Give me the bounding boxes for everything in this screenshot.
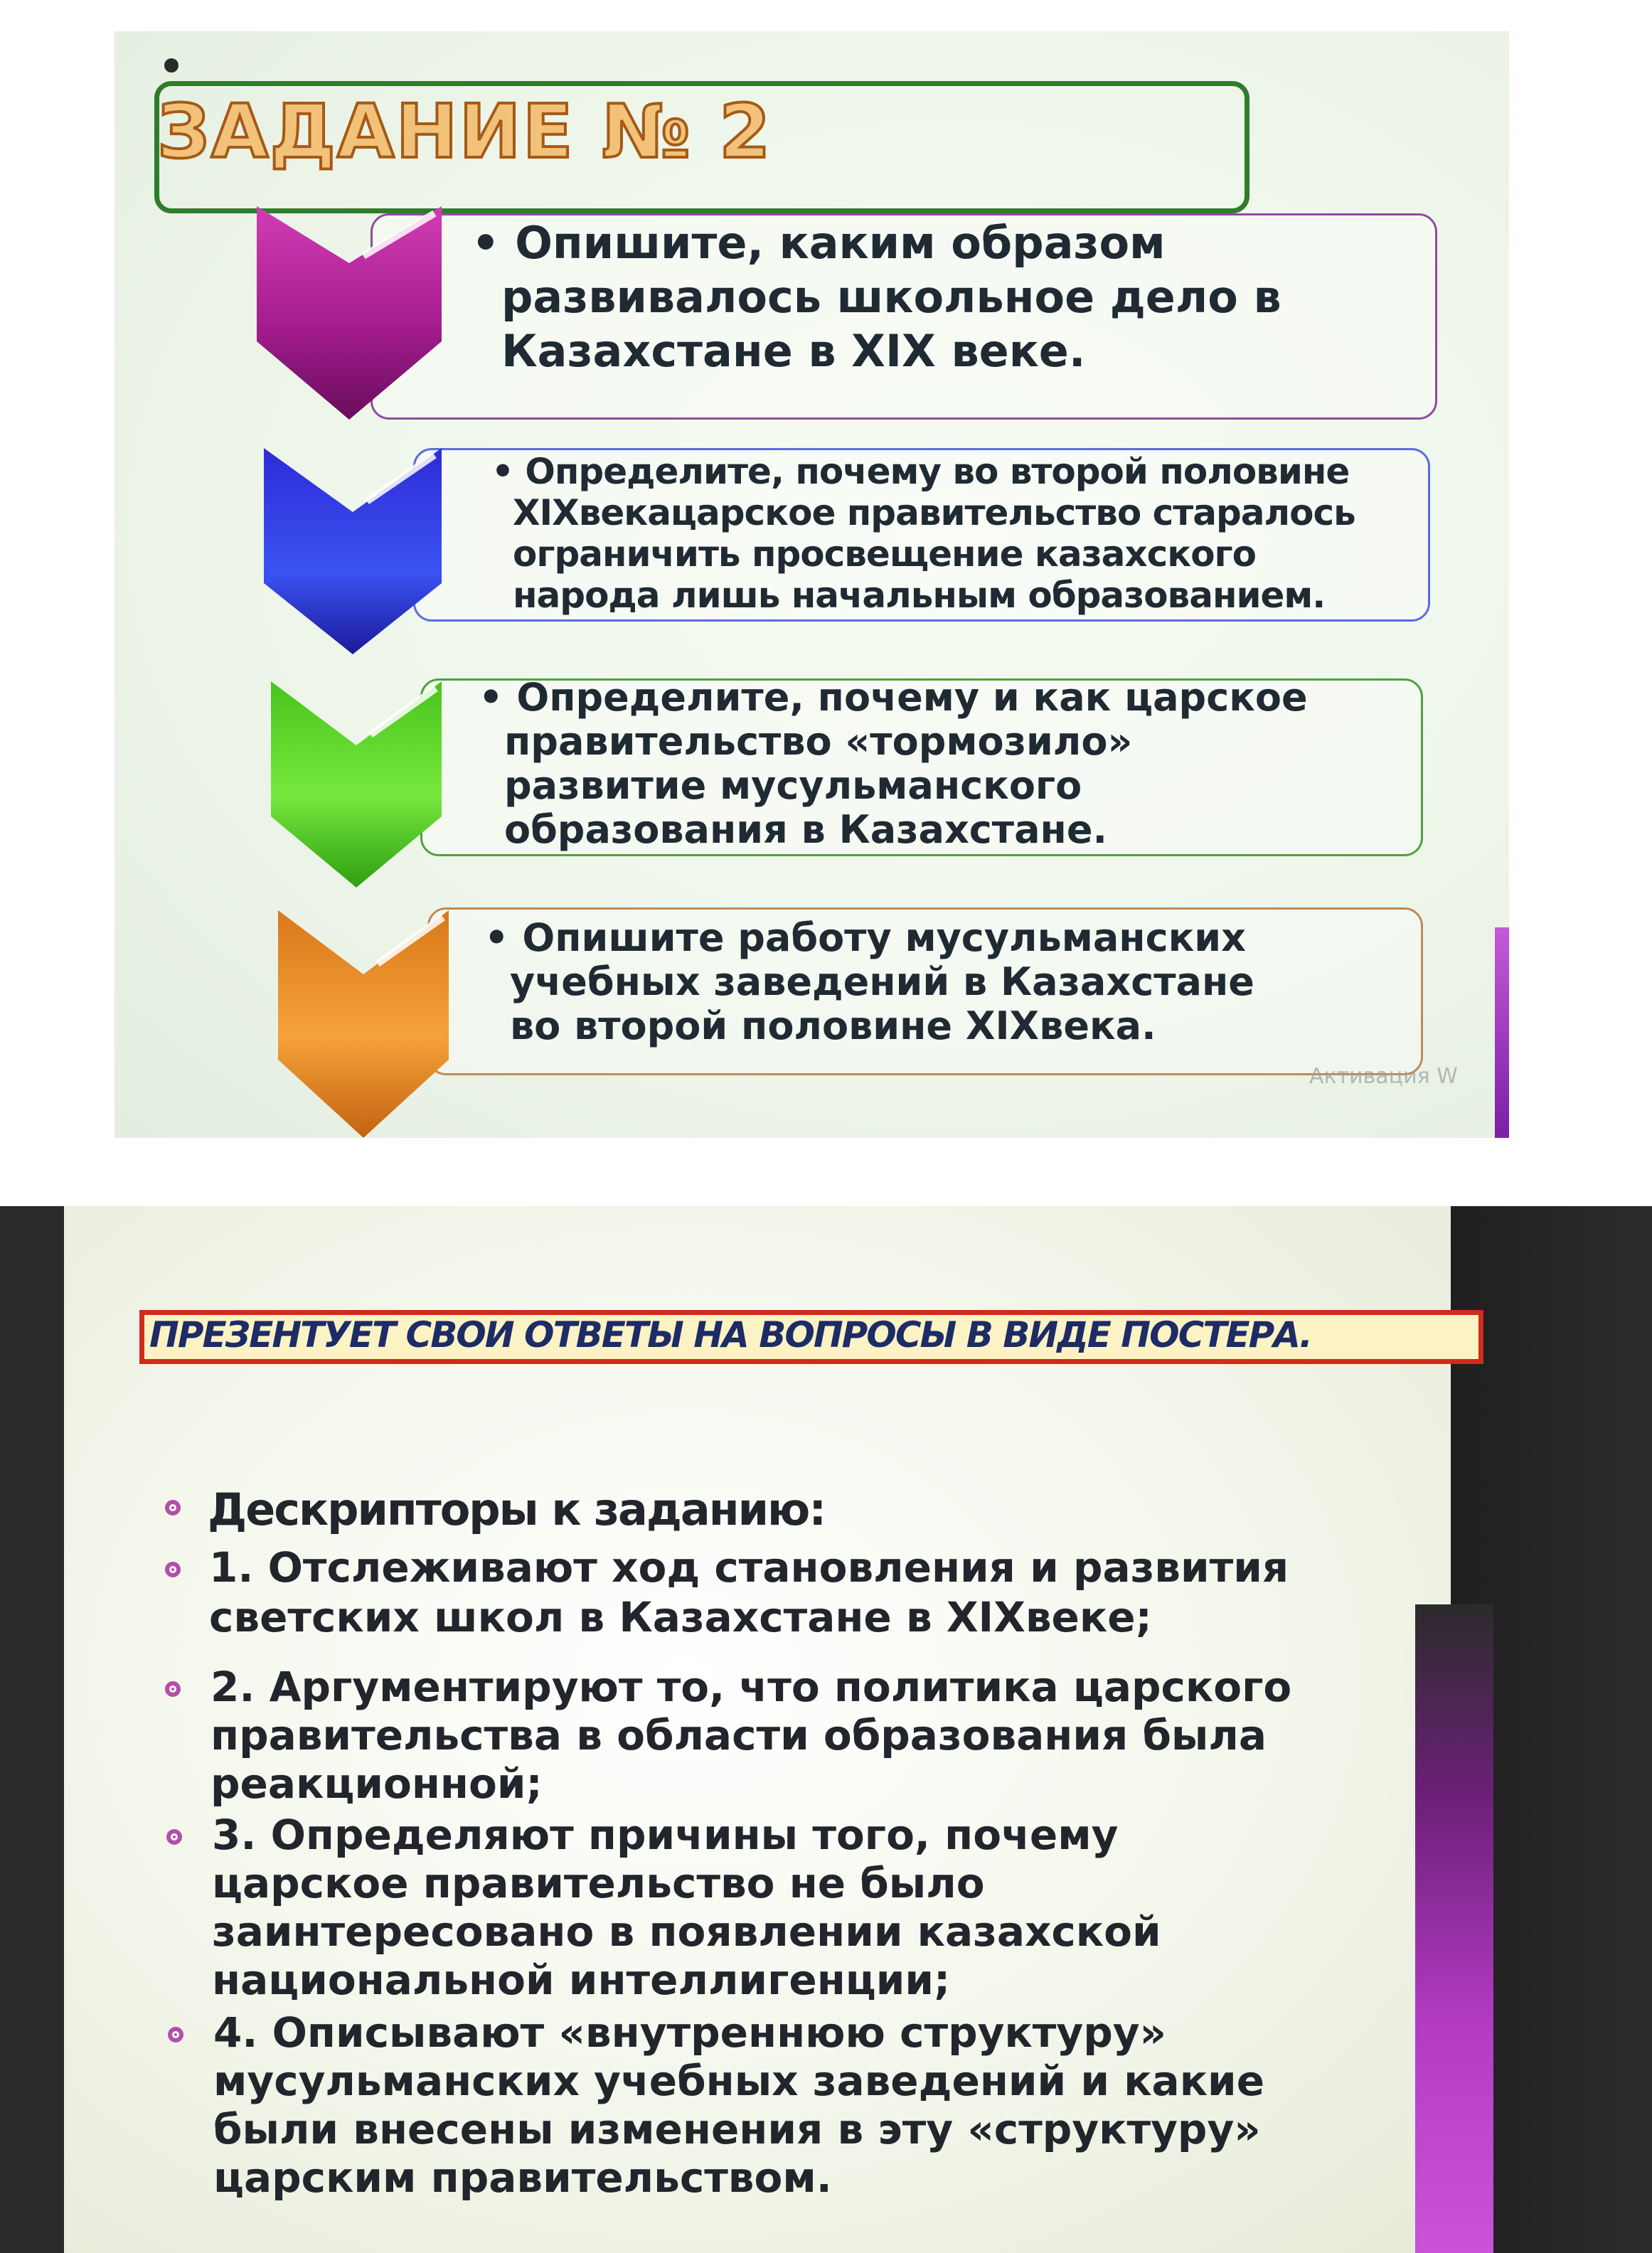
descriptor-2-line-3: реакционной;: [211, 1759, 543, 1808]
task-4-line-2: учебных заведений в Казахстане: [510, 959, 1254, 1004]
slide-edge-accent: [1495, 927, 1509, 1138]
descriptor-3-line-3: заинтересовано в появлении казахской: [212, 1907, 1161, 1956]
task-4-line-1: • Опишите работу мусульманских: [484, 915, 1246, 960]
descriptor-3-line-2: царское правительство не было: [212, 1859, 985, 1907]
bullet-icon: [165, 1681, 181, 1697]
task-text-2: [491, 451, 1355, 616]
descriptor-4-line-1: 4. Описывают «внутреннюю структуру»: [213, 2008, 1167, 2057]
poster-heading: ПРЕЗЕНТУЕТ СВОИ ОТВЕТЫ НА ВОПРОСЫ В ВИДЕ ПОСТЕРА.: [149, 1314, 1311, 1355]
task-3-line-2: правительство «тормозило»: [504, 719, 1133, 764]
descriptor-4-line-3: были внесены изменения в эту «структуру»: [213, 2105, 1261, 2153]
descriptor-3-line-1: 3. Определяют причины того, почему: [212, 1811, 1119, 1859]
descriptor-4-line-4: царским правительством.: [213, 2153, 832, 2202]
task-3-line-4: образования в Казахстане.: [504, 807, 1107, 852]
chevron-icon-magenta: [257, 206, 442, 420]
bullet-icon: [165, 1562, 181, 1577]
task-text-4: [484, 916, 1254, 1048]
chevron-icon-blue: [264, 448, 442, 654]
slide-bullet-dot: [164, 58, 178, 73]
task-slide: [114, 31, 1509, 1138]
activation-watermark: Активация W: [1309, 1064, 1458, 1089]
task-2-line-2: XIXвекацарское правительство старалось: [513, 492, 1355, 533]
descriptor-3-line-4: национальной интеллигенции;: [212, 1956, 951, 2004]
descriptor-1-line-2: светских школ в Казахстане в XIXвеке;: [209, 1593, 1152, 1641]
slide-edge-accent-purple: [1415, 1604, 1493, 2253]
task-1-line-3: Казахстане в XIX веке.: [501, 325, 1086, 377]
slide-title: ЗАДАНИЕ № 2: [157, 88, 772, 175]
task-4-line-3: во второй половине XIXвека.: [510, 1003, 1156, 1048]
bullet-icon: [168, 2027, 183, 2042]
descriptors-heading: Дескрипторы к заданию:: [208, 1484, 826, 1535]
task-3-line-3: развитие мусульманского: [504, 763, 1082, 808]
task-2-line-1: • Определите, почему во второй половине: [491, 451, 1350, 492]
descriptors-slide: [0, 1206, 1652, 2253]
chevron-icon-orange: [278, 910, 449, 1138]
descriptor-1-line-1: 1. Отслеживают ход становления и развития: [209, 1543, 1289, 1592]
task-2-line-3: ограничить просвещение казахского: [513, 533, 1257, 575]
task-text-1: [471, 216, 1281, 378]
task-3-line-1: • Определите, почему и как царское: [479, 675, 1308, 720]
descriptor-4-line-2: мусульманских учебных заведений и какие: [213, 2057, 1265, 2105]
bullet-icon: [166, 1829, 182, 1845]
chevron-icon-green: [271, 681, 442, 888]
task-text-3: [479, 676, 1308, 852]
bullet-icon: [165, 1500, 181, 1516]
descriptor-2-line-1: 2. Аргументируют то, что политика царского: [211, 1663, 1292, 1711]
descriptor-2-line-2: правительства в области образования была: [211, 1711, 1267, 1759]
task-2-line-4: народа лишь начальным образованием.: [513, 575, 1326, 616]
task-1-line-2: развивалось школьное дело в: [501, 271, 1281, 323]
task-1-line-1: • Опишите, каким образом: [471, 217, 1166, 269]
